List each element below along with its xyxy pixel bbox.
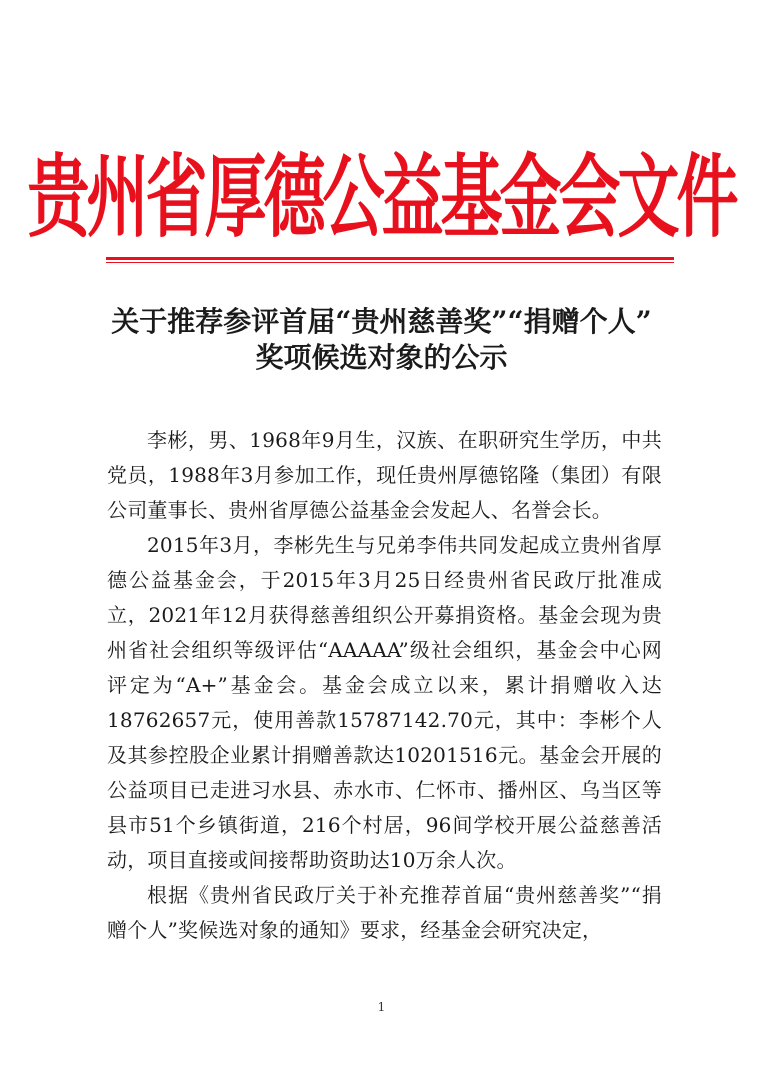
document-body — [107, 423, 662, 948]
paragraph-recommendation: 根据《贵州省民政厅关于补充推荐首届“贵州慈善奖”“捐赠个人”奖候选对象的通知》要求，经基金会研究决定， — [107, 883, 662, 942]
document-title-line2: 奖项候选对象的公示 — [255, 341, 508, 374]
org-header-title: 贵州省厚德公益基金会文件 — [27, 144, 736, 250]
page-number: 1 — [377, 1000, 386, 1014]
header-divider-thin — [106, 262, 674, 263]
document-title-line1: 关于推荐参评首届“贵州慈善奖”“捐赠个人” — [111, 305, 652, 338]
paragraph-foundation: 2015年3月，李彬先生与兄弟李伟共同发起成立贵州省厚德公益基金会，于2015年3月25日经贵州省民政厅批准成立，2021年12月获得慈善组织公开募捐资格。基金会现为贵州省社会组织等级评估“AAAAA”级社会组织，基金会中心网评定为“A+”基金会。基金会成立以来，累计捐赠收入达18762657元，使用善款15787142.70元，其中：李彬个人及其参控股企业累计捐赠善款达10201516元。基金会开展的公益项目已走进习水县、赤水市、仁怀市、播州区、乌当区等县市51个乡镇街道，216个村居，96间学校开展公益慈善活动，项目直接或间接帮助资助达10万余人次。 — [107, 533, 662, 872]
paragraph-biography: 李彬，男、1968年9月生，汉族、在职研究生学历，中共党员，1988年3月参加工作，现任贵州厚德铭隆（集团）有限公司董事长、贵州省厚德公益基金会发起人、名誉会长。 — [107, 428, 662, 522]
header-divider-thick — [106, 257, 674, 260]
